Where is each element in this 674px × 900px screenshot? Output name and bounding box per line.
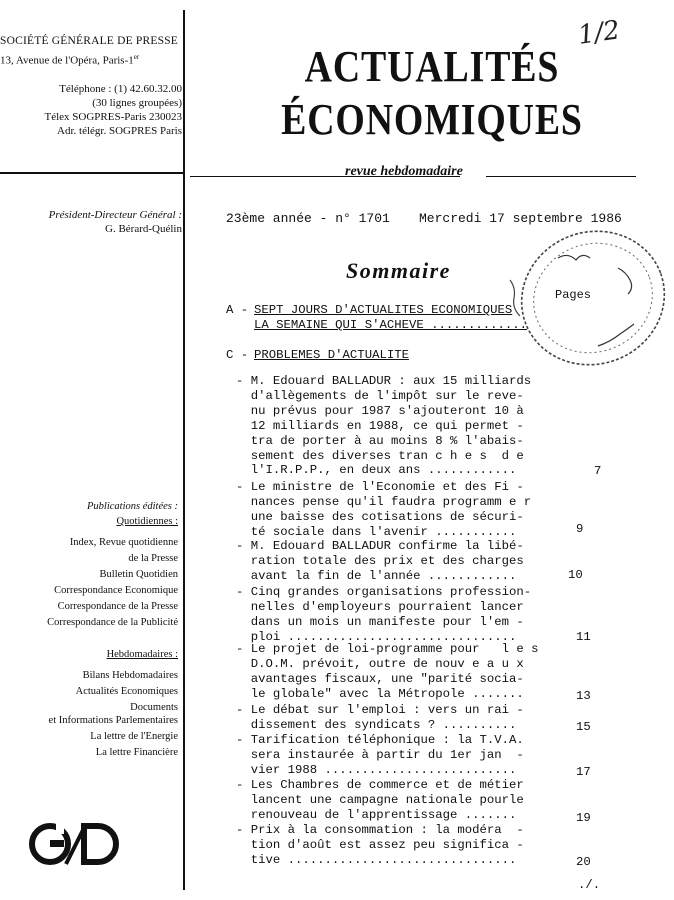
publisher-address-text: 13, Avenue de l'Opéra, Paris-1 bbox=[0, 54, 134, 67]
toc-item-page: 17 bbox=[576, 765, 591, 779]
toc-item-line: - Le projet de loi-programme pour l e s bbox=[236, 642, 539, 656]
toc-item-page: 13 bbox=[576, 689, 591, 703]
weekly-item: Bilans Hebdomadaires bbox=[82, 670, 178, 681]
daily-item: Correspondance de la Publicité bbox=[47, 617, 178, 628]
publisher-address bbox=[0, 50, 139, 68]
section-a-title: SEPT JOURS D'ACTUALITES ECONOMIQUES bbox=[254, 303, 513, 317]
toc-item-line: vier 1988 .......................... bbox=[236, 762, 517, 777]
toc-item-line: ration totale des prix et des charges bbox=[236, 553, 524, 568]
toc-item-page: 10 bbox=[568, 568, 583, 582]
sommaire-title: Sommaire bbox=[346, 258, 451, 283]
toc-item-page: 9 bbox=[576, 522, 584, 536]
toc-item-line: tion d'août est assez peu significa - bbox=[236, 837, 524, 852]
section-a-line1 bbox=[254, 303, 512, 318]
publisher-telegraph: Adr. télégr. SOGPRES Paris bbox=[57, 125, 182, 137]
publisher-company: SOCIÉTÉ GÉNÉRALE DE PRESSE bbox=[0, 35, 179, 47]
section-a-subtitle: LA SEMAINE QUI S'ACHEVE ............. bbox=[254, 318, 528, 332]
pages-label: Pages bbox=[555, 288, 592, 302]
issue-date: Mercredi 17 septembre 1986 bbox=[419, 211, 622, 226]
toc-item-line: - M. Edouard BALLADUR confirme la libé- bbox=[236, 539, 524, 553]
toc-item-line: nu prévus pour 1987 s'ajouteront 10 à bbox=[236, 403, 524, 418]
toc-item-line: - Le débat sur l'emploi : vers un rai - bbox=[236, 703, 524, 717]
toc-item-line: - Cinq grandes organisations profession- bbox=[236, 585, 532, 599]
toc-item-line: nances pense qu'il faudra programm e r bbox=[236, 494, 532, 509]
daily-item: Correspondance Economique bbox=[54, 585, 178, 596]
issue-volume: 23ème année - n° 1701 bbox=[226, 211, 390, 226]
daily-item: Correspondance de la Presse bbox=[57, 601, 178, 612]
weekly-item: La lettre Financière bbox=[95, 747, 178, 758]
publisher-address-sup: er bbox=[133, 53, 140, 61]
toc-item-page: 19 bbox=[576, 811, 591, 825]
toc-item-line: ploi ............................... bbox=[236, 629, 517, 644]
toc-item-line: l'I.R.P.P., en deux ans ............ bbox=[236, 463, 517, 478]
left-divider bbox=[0, 172, 183, 174]
toc-item-line: avantages fiscaux, une "parité socia- bbox=[236, 671, 524, 686]
publisher-phone: Téléphone : (1) 42.60.32.00 bbox=[59, 83, 182, 95]
publications-heading: Publications éditées : bbox=[87, 501, 178, 512]
toc-item-page: 11 bbox=[576, 630, 591, 644]
section-a-letter: A - bbox=[226, 303, 249, 317]
toc-item-page: 20 bbox=[576, 855, 591, 869]
toc-item-line: - Le ministre de l'Economie et des Fi - bbox=[236, 480, 524, 494]
continued-mark: ./. bbox=[578, 878, 601, 892]
toc-item-line: sera instaurée à partir du 1er jan - bbox=[236, 747, 524, 762]
weekly-item: Actualités Economiques bbox=[75, 686, 178, 697]
masthead-line1: ACTUALITÉS bbox=[304, 42, 560, 91]
toc-item-line: D.O.M. prévoit, outre de nouv e a u x bbox=[236, 656, 524, 671]
section-a-line2 bbox=[254, 318, 527, 333]
toc-item-line: dans un mois un manifeste pour l'em - bbox=[236, 614, 524, 629]
toc-item-line: tive ............................... bbox=[236, 852, 517, 867]
column-divider bbox=[183, 10, 185, 890]
toc-item-line: dissement des syndicats ? .......... bbox=[236, 717, 517, 732]
toc-item-page: 15 bbox=[576, 720, 591, 734]
toc-item-line: lancent une campagne nationale pourle bbox=[236, 792, 524, 807]
toc-item-line: - M. Edouard BALLADUR : aux 15 milliards bbox=[236, 374, 532, 388]
toc-item-line: avant la fin de l'année ............ bbox=[236, 568, 517, 583]
toc-item-line: sement des diverses tran c h e s d e bbox=[236, 448, 524, 463]
toc-item-line: nelles d'employeurs pourraient lancer bbox=[236, 599, 524, 614]
publisher-lines: (30 lignes groupées) bbox=[92, 97, 182, 109]
weekly-heading: Hebdomadaires : bbox=[106, 649, 178, 660]
gd-logo-icon bbox=[28, 822, 124, 866]
toc-item-line: tra de porter à au moins 8 % l'abais- bbox=[236, 433, 524, 448]
publisher-column bbox=[0, 0, 182, 900]
toc-item-line: - Tarification téléphonique : la T.V.A. bbox=[236, 733, 524, 747]
daily-item: de la Presse bbox=[128, 553, 178, 564]
weekly-item: Documents bbox=[130, 702, 178, 713]
toc-item-line: une baisse des cotisations de sécuri- bbox=[236, 509, 524, 524]
section-c-letter: C - bbox=[226, 348, 249, 362]
director-title: Président-Directeur Général : bbox=[48, 209, 182, 221]
toc-item-line: - Les Chambres de commerce et de métier bbox=[236, 778, 524, 792]
toc-item-line: - Prix à la consommation : la modéra - bbox=[236, 823, 524, 837]
toc-item-line: le globale" avec la Métropole ....... bbox=[236, 686, 524, 701]
daily-item: Bulletin Quotidien bbox=[99, 569, 178, 580]
toc-item-line: d'allègements de l'impôt sur le reve- bbox=[236, 388, 524, 403]
daily-heading: Quotidiennes : bbox=[116, 516, 178, 527]
handwritten-note: 1/2 bbox=[576, 15, 622, 51]
toc-item-line: 12 milliards en 1988, ce qui permet - bbox=[236, 418, 524, 433]
subtitle-rule-right bbox=[486, 176, 636, 177]
section-c-title-text: PROBLEMES D'ACTUALITE bbox=[254, 348, 409, 362]
publisher-telex: Télex SOGPRES-Paris 230023 bbox=[44, 111, 182, 123]
toc-item-page: 7 bbox=[594, 464, 602, 478]
toc-item-line: renouveau de l'apprentissage ....... bbox=[236, 807, 517, 822]
masthead-subtitle: revue hebdomadaire bbox=[345, 164, 463, 179]
section-c-title bbox=[254, 348, 409, 363]
weekly-item: La lettre de l'Energie bbox=[90, 731, 178, 742]
daily-item: Index, Revue quotidienne bbox=[69, 537, 178, 548]
weekly-item: et Informations Parlementaires bbox=[48, 715, 178, 726]
director-name: G. Bérard-Quélin bbox=[105, 223, 182, 235]
masthead-line2: ÉCONOMIQUES bbox=[281, 95, 583, 144]
toc-item-line: té sociale dans l'avenir ........... bbox=[236, 524, 517, 539]
